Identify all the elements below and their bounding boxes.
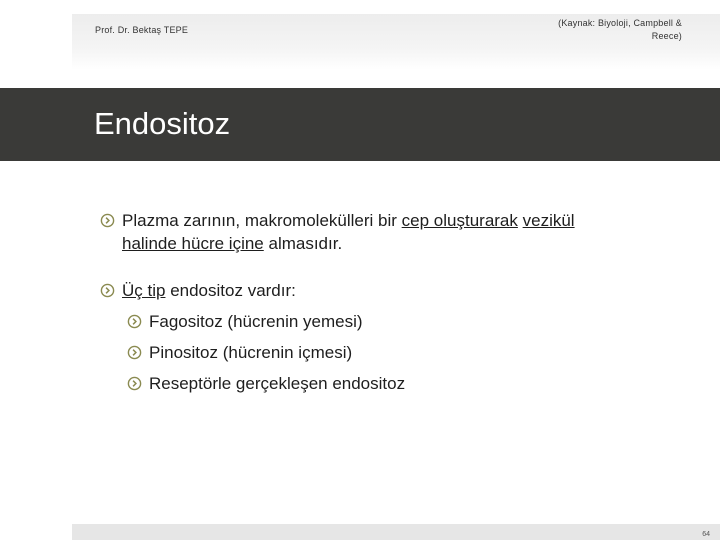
bullet-item [100,279,700,302]
sub-bullet-text: Reseptörle gerçekleşen endositoz [149,374,406,393]
circled-chevron-icon [127,314,142,329]
sub-bullet-text: Fagositoz (hücrenin yemesi) [149,312,363,331]
source-line-1: (Kaynak: Biyoloji, Campbell & [558,18,682,28]
underlined-term: halinde hücre içine [122,234,264,253]
bullet-text: Plazma zarının, makromolekülleri bir [122,211,402,230]
sub-bullet-item [127,310,700,333]
sub-bullet-item [127,341,700,364]
slide-content [100,209,700,395]
underlined-term: Üç tip [122,281,166,300]
bullet-text: endositoz vardır: [165,281,296,300]
bullet-text: almasıdır. [263,234,343,253]
source-citation [520,17,682,43]
bullet-item [100,209,700,255]
underlined-term: vezikül [522,211,575,230]
sub-bullet-text: Pinositoz (hücrenin içmesi) [149,343,353,362]
author-label: Prof. Dr. Bektaş TEPE [95,25,189,35]
source-line-2: Reece) [651,31,682,41]
circled-chevron-icon [100,283,115,298]
sub-bullet-item [127,372,700,395]
circled-chevron-icon [127,345,142,360]
circled-chevron-icon [100,213,115,228]
page-number: 64 [702,531,710,538]
circled-chevron-icon [127,376,142,391]
underlined-term: cep oluşturarak [401,211,518,230]
slide-title: Endositoz [94,106,231,141]
footer-bar [72,524,720,540]
